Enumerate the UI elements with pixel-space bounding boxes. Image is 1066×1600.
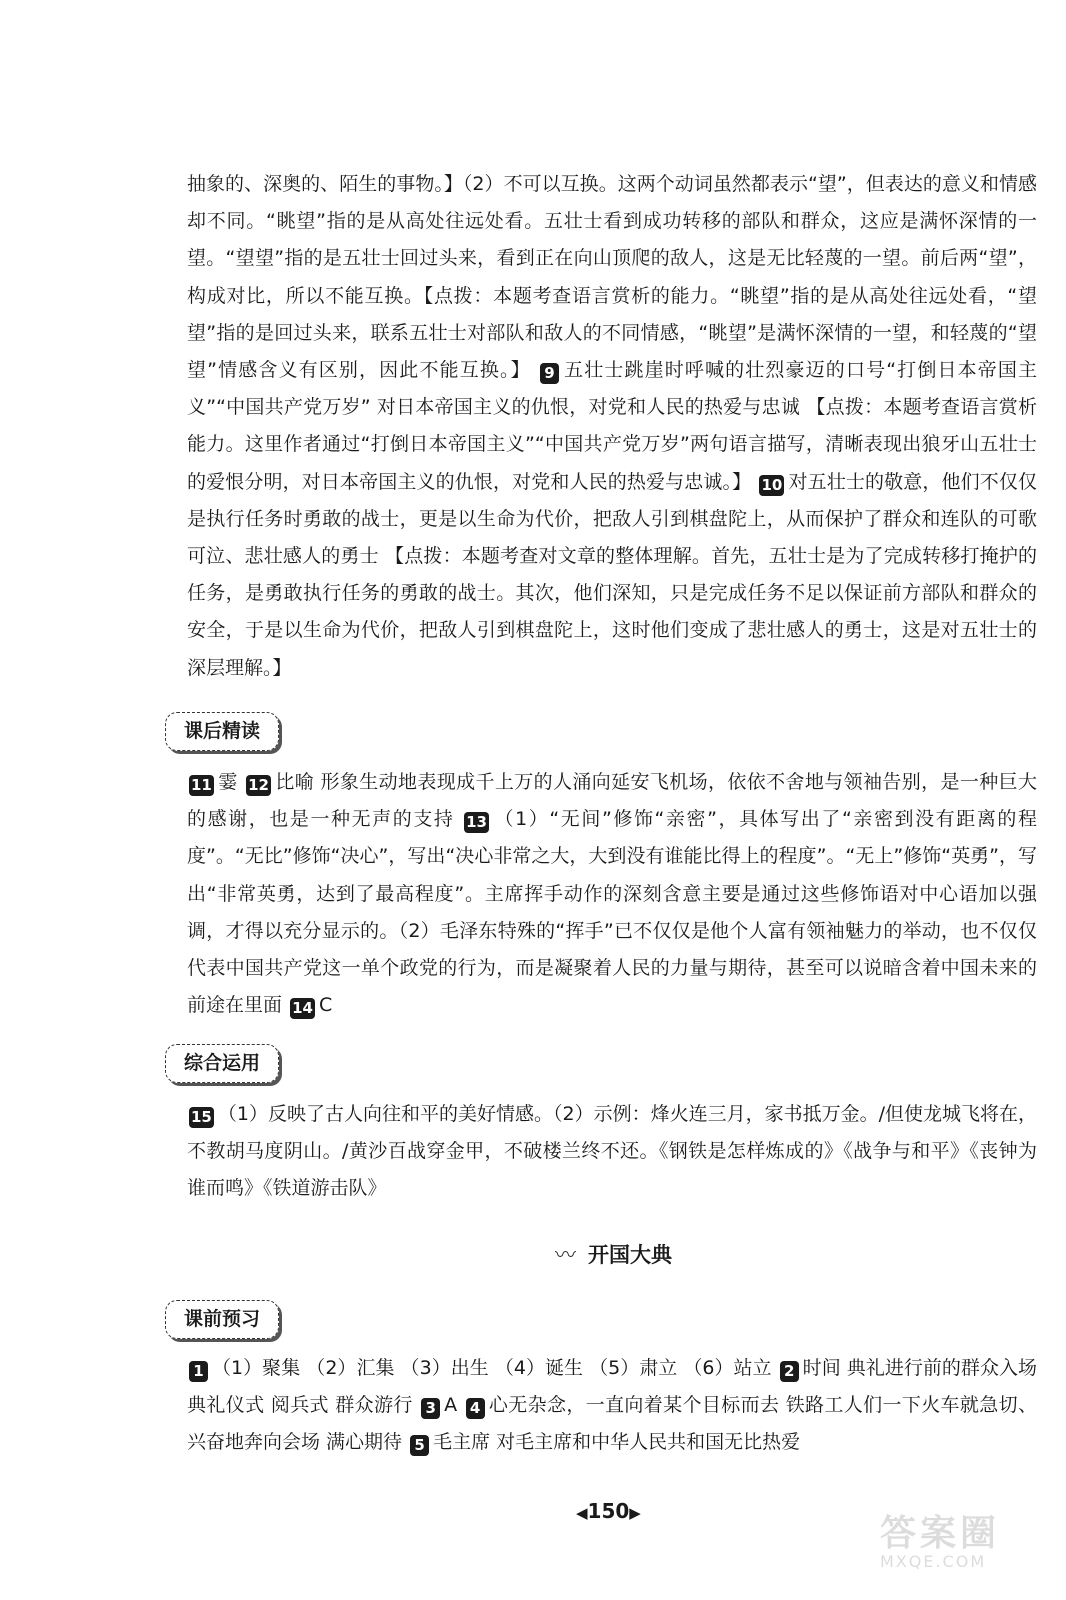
question-number-badge: 11 — [191, 776, 212, 794]
answer-paragraph: 15 （1）反映了古人向往和平的美好情感。（2）示例：烽火连三月，家书抵万金。/但使龙城飞将在，不教胡马度阴山。/黄沙百战穿金甲，不破楼兰终不还。《钢铁是怎样炼成的》《战争与和平》《丧钟为谁而鸣》《铁道游击队》 — [187, 1103, 1037, 1200]
section-header-preview: 课前预习 — [165, 1300, 279, 1339]
watermark-logo: 答案圈 MXQE.COM — [880, 1513, 1001, 1571]
question-number-badge: 1 — [189, 1361, 208, 1382]
question-number-badge: 5 — [410, 1435, 429, 1456]
question-number-badge: 12 — [248, 776, 269, 794]
question-number-badge: 4 — [466, 1398, 485, 1419]
answer-paragraph: 抽象的、深奥的、陌生的事物。】（2）不可以互换。这两个动词虽然都表示“望”，但表达的意义和情感却不同。“眺望”指的是从高处往远处看。五壮士看到成功转移的部队和群众，这应是满怀深情的一望。“望望”指的是五壮士回过头来，看到正在向山顶爬的敌人，这是无比轻蔑的一望。前后两“望”，构成对比，所以不能互换。【点拨：本题考查语言赏析的能力。“眺望”指的是从高处往远处看，“望望”指的是回过头来，联系五壮士对部队和敌人的不同情感，“眺望”是满怀深情的一望，和轻蔑的“望望”情感含义有区别，因此不能互换。】 9 五壮士跳崖时呼喊的壮烈豪迈的口号“打倒日本帝国主义”“中国共产党万岁” 对日本帝国主义的仇恨，对党和人民的热爱与忠诚 【点拨：本题考查语言赏析能力。这里作者通过“打倒日本帝国主义”“中国共产党万岁”两句语言描写，清晰表现出狼牙山五壮士的爱恨分明，对日本帝国主义的仇恨，对党和人民的热爱与忠诚。】 10 对五壮士的敬意，他们不仅仅是执行任务时勇敢的战士，更是以生命为代价，把敌人引到棋盘陀上，从而保护了群众和连队的可歌可泣、悲壮感人的勇士 【点拨：本题考查对文章的整体理解。首先，五壮士是为了完成转移打掩护的任务，是勇敢执行任务的勇敢的战士。其次，他们深知，只是完成任务不足以保证前方部队和群众的安全，于是以生命为代价，把敌人引到棋盘陀上，这时他们变成了悲壮感人的勇士，这是对五壮士的深层理解。】 — [187, 173, 1037, 679]
section-header-after-class: 课后精读 — [165, 712, 279, 751]
section-header-comprehensive: 综合运用 — [165, 1044, 279, 1083]
question-number-badge: 15 — [191, 1108, 212, 1126]
question-number-badge: 13 — [466, 813, 487, 832]
lesson-title: 〰 开国大典 — [555, 1243, 672, 1267]
block-1 — [187, 166, 1037, 687]
question-number-badge: 9 — [540, 363, 559, 384]
block-4 — [187, 1350, 1037, 1462]
block-3 — [187, 1096, 1037, 1208]
question-number-badge: 2 — [780, 1361, 799, 1382]
block-2 — [187, 764, 1037, 1024]
right-arrow-icon: ▶ — [629, 1504, 641, 1522]
question-number-badge: 10 — [761, 475, 783, 494]
page-number: ◀150▶ — [576, 1499, 641, 1523]
left-arrow-icon: ◀ — [576, 1504, 588, 1522]
answer-paragraph: 1 （1）聚集 （2）汇集 （3）出生 （4）诞生 （5）肃立 （6）站立 2 时间 典礼进行前的群众入场 典礼仪式 阅兵式 群众游行 3 A 4 心无杂念，一直向着某个目标而去 铁路工人们一下火车就急切、兴奋地奔向会场 满心期待 5 毛主席 对毛主席和中华人民共和国无比热爱 — [187, 1357, 1038, 1455]
question-number-badge: 3 — [421, 1398, 440, 1419]
title-mark-icon: 〰 — [555, 1243, 576, 1267]
question-number-badge: 14 — [292, 999, 313, 1018]
answer-paragraph: 11 霎 12 比喻 形象生动地表现成千上万的人涌向延安飞机场，依依不舍地与领袖告别，是一种巨大的感谢，也是一种无声的支持 13 （1）“无间”修饰“亲密”，具体写出了“亲密到没有距离的程度”。“无比”修饰“决心”，写出“决心非常之大，大到没有谁能比得上的程度”。“无上”修饰“英勇”，写出“非常英勇，达到了最高程度”。主席挥手动作的深刻含意主要是通过这些修饰语对中心语加以强调，才得以充分显示的。（2）毛泽东特殊的“挥手”已不仅仅是他个人富有领袖魅力的举动，也不仅仅代表中国共产党这一单个政党的行为，而是凝聚着人民的力量与期待，甚至可以说暗含着中国未来的前途在里面 14 C — [187, 771, 1037, 1018]
